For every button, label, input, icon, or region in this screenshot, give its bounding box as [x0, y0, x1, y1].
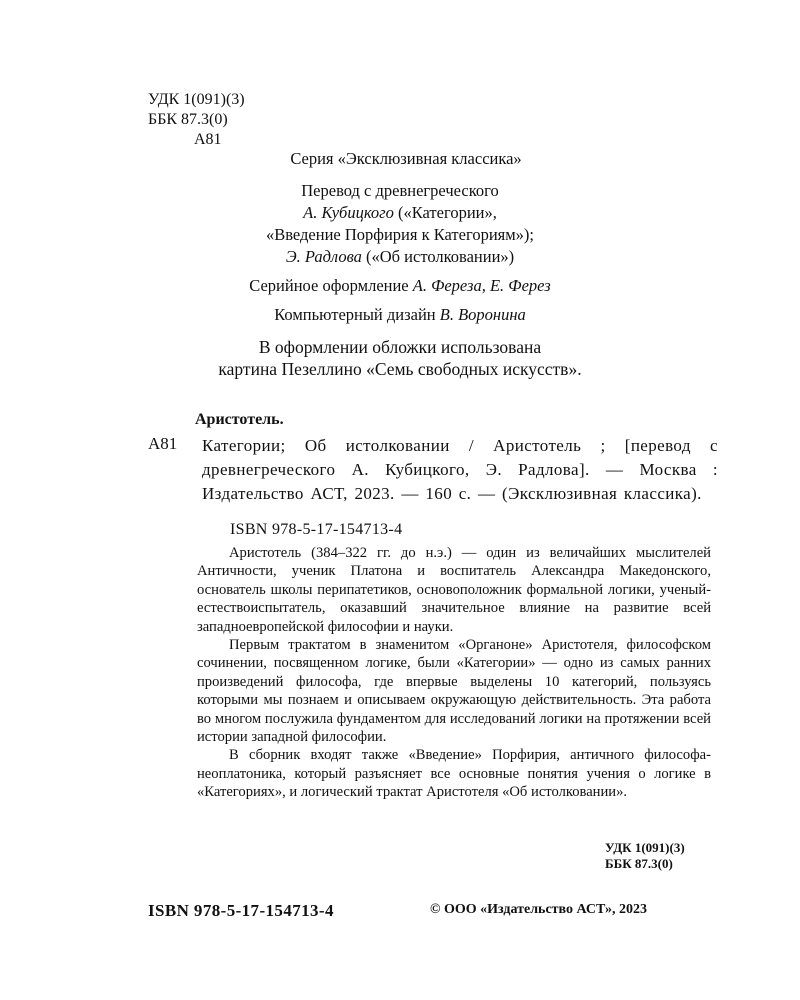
- classification-codes: [148, 90, 245, 150]
- translator-kubitsky: А. Кубицкого: [303, 203, 394, 222]
- cover-credit-line-2: картина Пезеллино «Семь свободных искусств».: [218, 359, 582, 379]
- abstract-paragraph: Первым трактатом в знаменитом «Органоне» Аристотеля, философском сочинении, посвященном логике, были «Категории» — одно из самых ранних произведений философа, где впервые выделены 10 категорий, пользуясь которыми мы познаем и описываем окружающую действительность. Эта работа во многом послужила фундаментом для исследований логики на протяжении всей истории западной философии.: [197, 637, 711, 746]
- series-design-credit: Серийное оформление А. Фереза, Е. Ферез: [249, 276, 551, 295]
- translation-line-1: Перевод с древнегреческого: [301, 181, 499, 200]
- series-title: Серия «Эксклюзивная классика»: [290, 149, 522, 168]
- bibliography-sign: А81: [148, 434, 178, 453]
- bibliography-author: Аристотель.: [195, 411, 284, 428]
- translation-line-2: А. Кубицкого («Категории»,: [303, 203, 497, 222]
- bibliography-isbn: ISBN 978-5-17-154713-4: [230, 521, 403, 538]
- abstract-paragraph: Аристотель (384–322 гг. до н.э.) — один из величайших мыслителей Античности, ученик Платона и воспитатель Александра Македонского, основатель школы перипатетиков, основоположник формальной логики, ученый-естествоиспытатель, оказавший значительное влияние на развитие всей западноевропейской философии и науки.: [197, 545, 711, 635]
- udk-code: УДК 1(091)(3): [148, 91, 245, 108]
- bbk-code: ББК 87.3(0): [148, 111, 228, 128]
- udk-code-bottom: УДК 1(091)(3): [605, 840, 685, 855]
- translation-line-4: Э. Радлова («Об истолковании»): [285, 247, 515, 266]
- footer-isbn: ISBN 978-5-17-154713-4: [148, 901, 334, 920]
- abstract-paragraph: В сборник входят также «Введение» Порфирия, античного философа-неоплатоника, который разъясняет все основные понятия учения о логике в «Категориях», и логический трактат Аристотеля «Об истолковании».: [197, 747, 711, 801]
- bibliography-description: Категории; Об истолковании / Аристотель ; [перевод с древнегреческого А. Кубицкого, Э. Радлова]. — Москва : Издательство АСТ, 2023. — 160 с. — (Эксклюзивная классика).: [202, 436, 718, 503]
- footer-copyright: © ООО «Издательство АСТ», 2023: [430, 902, 648, 917]
- translation-line-3: «Введение Порфирия к Категориям»);: [265, 225, 535, 244]
- cover-credit-line-1: В оформлении обложки использована: [258, 337, 542, 357]
- translator-radlov: Э. Радлова: [285, 247, 362, 266]
- author-sign: А81: [194, 131, 222, 148]
- classification-codes-bottom: [605, 840, 685, 872]
- bbk-code-bottom: ББК 87.3(0): [605, 856, 673, 871]
- computer-design-credit: Компьютерный дизайн В. Воронина: [274, 305, 526, 324]
- abstract: [197, 544, 711, 802]
